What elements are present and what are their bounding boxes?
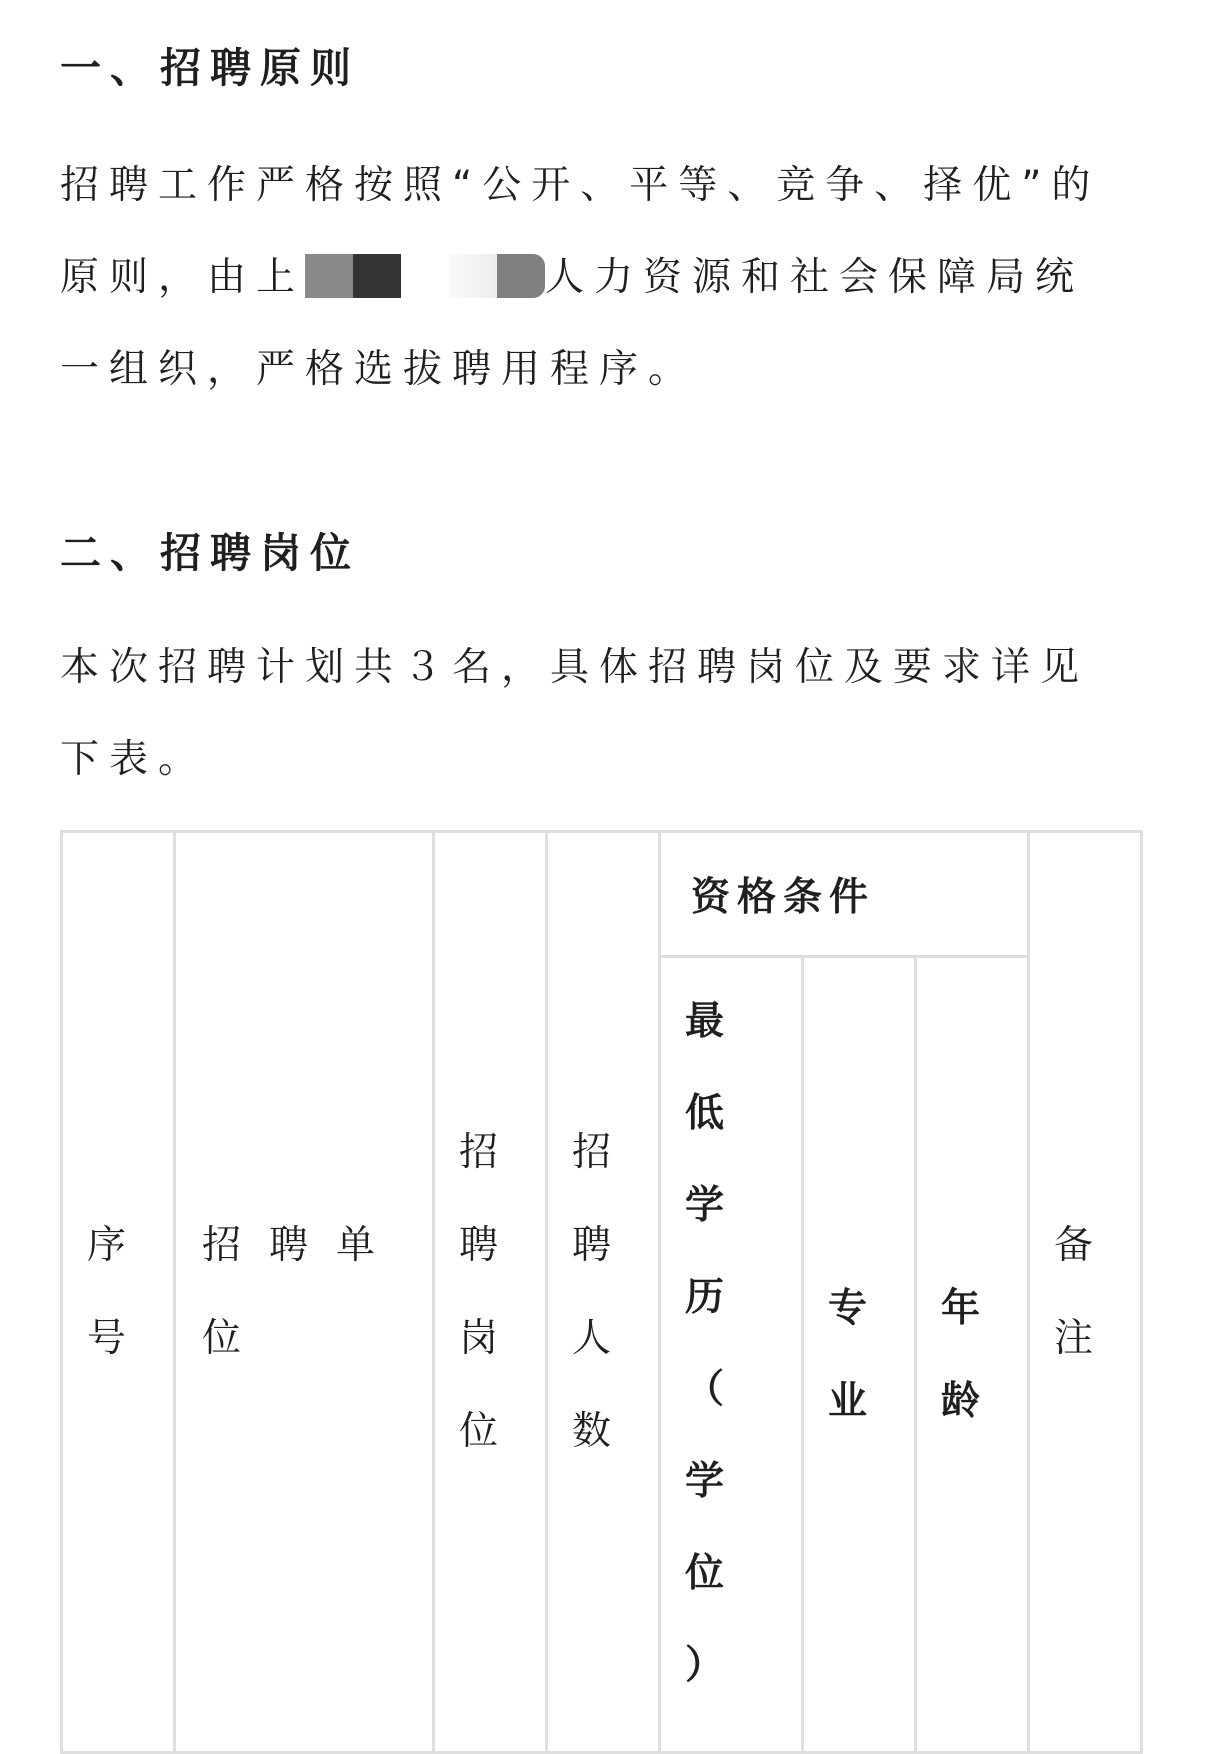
section2-heading: 二、招聘岗位 <box>60 529 360 577</box>
header-education: 最 低 学 历 （ 学 位 ） <box>660 957 803 1753</box>
redaction-block <box>497 254 545 298</box>
header-post: 招 聘 岗 位 <box>434 832 547 1753</box>
header-age: 年 龄 <box>916 957 1029 1753</box>
section1-line2-end: 人力资源和社会保障局统 <box>545 255 1085 300</box>
header-seq-char: 序 <box>87 1223 127 1268</box>
section1-line2-start: 原则，由上 <box>60 255 306 300</box>
header-seq-char: 号 <box>87 1316 127 1361</box>
header-count: 招 聘 人 数 <box>547 832 660 1753</box>
section1-line2 <box>60 232 1150 324</box>
redaction-block <box>449 254 497 298</box>
section1-line3: 一组织，严格选拔聘用程序。 <box>60 347 698 392</box>
recruitment-table <box>60 830 1143 1754</box>
section1-line1: 招聘工作严格按照“公开、平等、竞争、择优”的 <box>60 163 1101 208</box>
section1-heading: 一、招聘原则 <box>60 44 360 92</box>
redaction-block <box>353 254 401 298</box>
header-seq <box>62 832 175 1753</box>
section2-line1: 本次招聘计划共３名，具体招聘岗位及要求详见 <box>60 645 1090 690</box>
header-unit: 招聘单位 <box>175 832 434 1753</box>
redaction-block <box>305 254 353 298</box>
header-note: 备 注 <box>1029 832 1142 1753</box>
header-major: 专 业 <box>803 957 916 1753</box>
section2-line2: 下表。 <box>60 737 208 782</box>
header-qualifications: 资格条件 <box>660 832 1029 957</box>
